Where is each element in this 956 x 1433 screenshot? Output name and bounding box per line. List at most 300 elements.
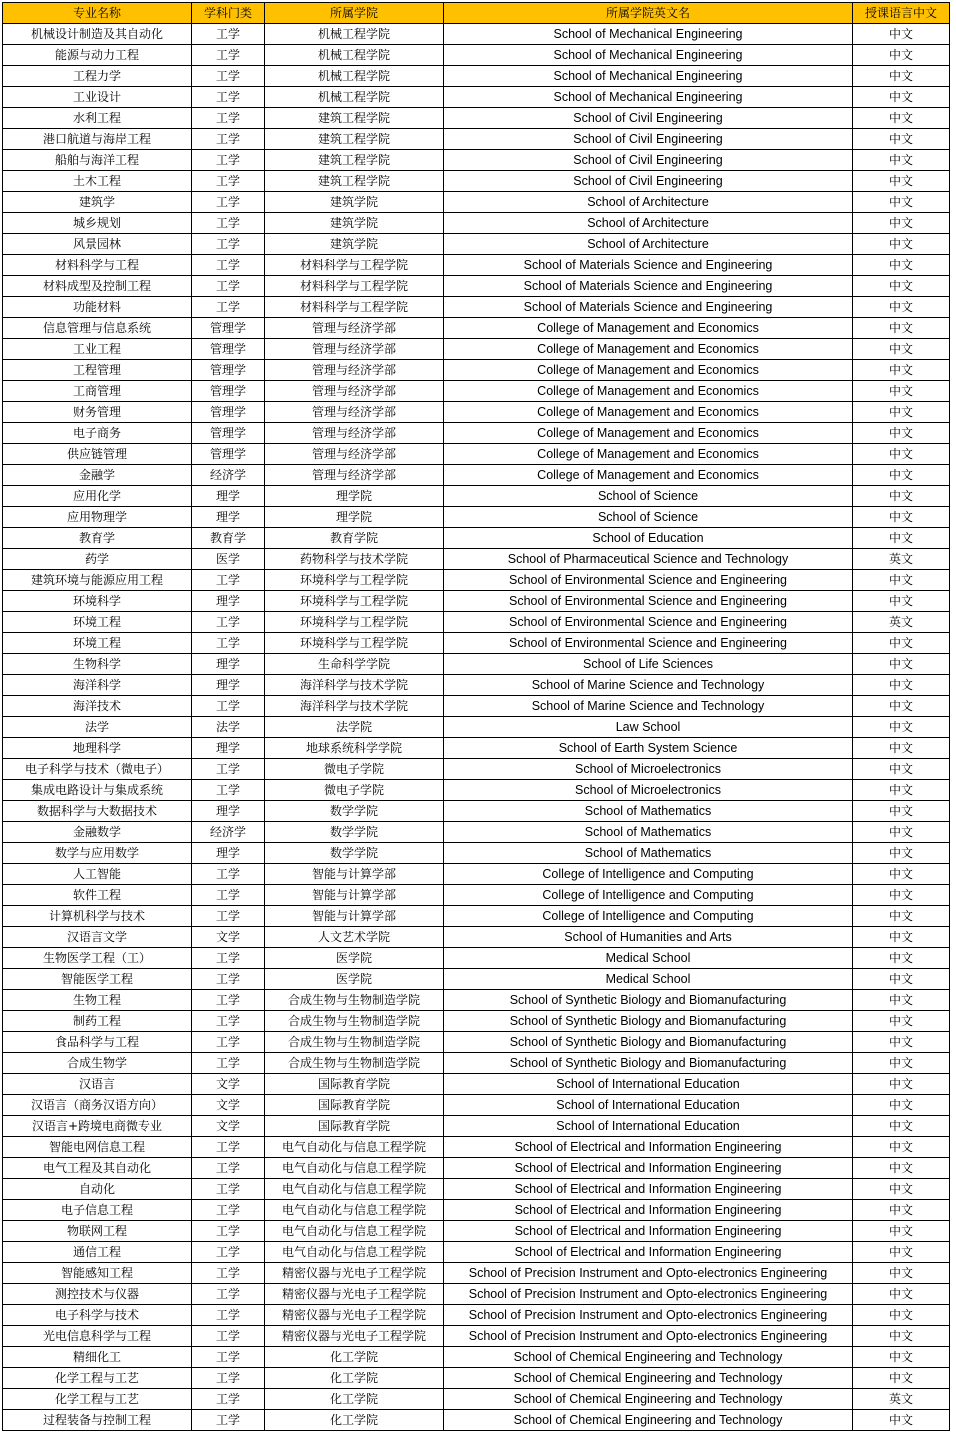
cell-school: 管理与经济学部 [265,318,444,339]
cell-language: 中文 [853,1326,950,1347]
cell-discipline: 医学 [192,549,265,570]
cell-school: 管理与经济学部 [265,339,444,360]
cell-school: 国际教育学院 [265,1116,444,1137]
table-row [3,1032,950,1053]
header-discipline: 学科门类 [192,3,265,24]
cell-school-english: School of Precision Instrument and Opto-electronics Engineering [444,1326,853,1347]
table-row [3,234,950,255]
cell-discipline: 管理学 [192,339,265,360]
cell-school: 建筑学院 [265,213,444,234]
table-row [3,129,950,150]
cell-school-english: School of Synthetic Biology and Biomanufacturing [444,1053,853,1074]
cell-language: 中文 [853,1074,950,1095]
cell-school-english: School of Marine Science and Technology [444,675,853,696]
cell-language: 中文 [853,948,950,969]
cell-school-english: College of Intelligence and Computing [444,906,853,927]
cell-discipline: 工学 [192,990,265,1011]
cell-language: 中文 [853,969,950,990]
cell-school: 管理与经济学部 [265,402,444,423]
table-row [3,738,950,759]
cell-school-english: School of Environmental Science and Engineering [444,612,853,633]
cell-school: 国际教育学院 [265,1074,444,1095]
header-row [3,3,950,24]
cell-school: 理学院 [265,507,444,528]
cell-discipline: 工学 [192,87,265,108]
cell-school-english: School of Pharmaceutical Science and Technology [444,549,853,570]
cell-language: 中文 [853,1242,950,1263]
cell-major-name: 城乡规划 [3,213,192,234]
cell-language: 中文 [853,1179,950,1200]
cell-language: 中文 [853,276,950,297]
cell-school-english: School of International Education [444,1116,853,1137]
cell-discipline: 理学 [192,738,265,759]
cell-school-english: Law School [444,717,853,738]
table-row [3,150,950,171]
cell-school: 电气自动化与信息工程学院 [265,1179,444,1200]
table-row [3,507,950,528]
cell-language: 中文 [853,339,950,360]
cell-school-english: College of Management and Economics [444,444,853,465]
cell-major-name: 机械设计制造及其自动化 [3,24,192,45]
table-body [3,24,950,1431]
table-row [3,633,950,654]
cell-major-name: 海洋科学 [3,675,192,696]
cell-discipline: 工学 [192,885,265,906]
table-row [3,1242,950,1263]
cell-language: 中文 [853,1347,950,1368]
cell-language: 中文 [853,318,950,339]
cell-school: 电气自动化与信息工程学院 [265,1137,444,1158]
table-row [3,45,950,66]
cell-school: 生命科学学院 [265,654,444,675]
cell-discipline: 管理学 [192,360,265,381]
table-row [3,696,950,717]
cell-school: 精密仪器与光电子工程学院 [265,1263,444,1284]
cell-school-english: School of International Education [444,1074,853,1095]
cell-discipline: 工学 [192,1242,265,1263]
table-row [3,612,950,633]
cell-school-english: Medical School [444,948,853,969]
cell-major-name: 集成电路设计与集成系统 [3,780,192,801]
cell-major-name: 过程装备与控制工程 [3,1410,192,1431]
cell-discipline: 理学 [192,801,265,822]
cell-school-english: College of Management and Economics [444,465,853,486]
cell-discipline: 工学 [192,213,265,234]
cell-school: 环境科学与工程学院 [265,570,444,591]
cell-school: 合成生物与生物制造学院 [265,1053,444,1074]
cell-school-english: School of Life Sciences [444,654,853,675]
table-row [3,1053,950,1074]
table-row [3,1158,950,1179]
cell-discipline: 工学 [192,1410,265,1431]
table-row [3,570,950,591]
cell-school-english: School of Chemical Engineering and Technology [444,1368,853,1389]
cell-school-english: Medical School [444,969,853,990]
table-row [3,1410,950,1431]
table-row [3,108,950,129]
cell-major-name: 材料科学与工程 [3,255,192,276]
table-row [3,381,950,402]
cell-school: 环境科学与工程学院 [265,633,444,654]
cell-discipline: 工学 [192,1032,265,1053]
cell-major-name: 工程管理 [3,360,192,381]
cell-discipline: 工学 [192,108,265,129]
table-row [3,1200,950,1221]
cell-language: 中文 [853,822,950,843]
cell-discipline: 工学 [192,192,265,213]
cell-language: 中文 [853,738,950,759]
cell-school: 化工学院 [265,1389,444,1410]
cell-language: 中文 [853,507,950,528]
cell-language: 中文 [853,780,950,801]
cell-school: 电气自动化与信息工程学院 [265,1242,444,1263]
cell-school-english: School of Civil Engineering [444,129,853,150]
table-row [3,1347,950,1368]
cell-major-name: 金融数学 [3,822,192,843]
cell-language: 中文 [853,1263,950,1284]
cell-major-name: 信息管理与信息系统 [3,318,192,339]
cell-discipline: 工学 [192,1200,265,1221]
table-row [3,402,950,423]
cell-school-english: School of Marine Science and Technology [444,696,853,717]
table-row [3,1263,950,1284]
cell-discipline: 工学 [192,1053,265,1074]
cell-school: 合成生物与生物制造学院 [265,1032,444,1053]
cell-discipline: 文学 [192,927,265,948]
cell-discipline: 工学 [192,45,265,66]
cell-school: 材料科学与工程学院 [265,255,444,276]
cell-major-name: 法学 [3,717,192,738]
cell-language: 中文 [853,402,950,423]
table-row [3,1368,950,1389]
cell-school-english: School of Synthetic Biology and Biomanufacturing [444,1011,853,1032]
cell-school-english: School of Science [444,507,853,528]
cell-major-name: 供应链管理 [3,444,192,465]
table-row [3,885,950,906]
cell-school-english: School of Materials Science and Engineering [444,255,853,276]
table-row [3,171,950,192]
table-row [3,465,950,486]
cell-major-name: 建筑环境与能源应用工程 [3,570,192,591]
cell-major-name: 智能电网信息工程 [3,1137,192,1158]
cell-discipline: 工学 [192,696,265,717]
cell-school-english: School of Mechanical Engineering [444,87,853,108]
table-row [3,87,950,108]
cell-language: 中文 [853,381,950,402]
table-row [3,423,950,444]
table-row [3,66,950,87]
cell-school-english: School of Civil Engineering [444,150,853,171]
cell-school: 国际教育学院 [265,1095,444,1116]
cell-school: 化工学院 [265,1347,444,1368]
cell-discipline: 文学 [192,1095,265,1116]
cell-discipline: 法学 [192,717,265,738]
table-row [3,1095,950,1116]
cell-language: 中文 [853,696,950,717]
cell-discipline: 工学 [192,906,265,927]
cell-major-name: 电子商务 [3,423,192,444]
cell-discipline: 工学 [192,1137,265,1158]
cell-school-english: School of Civil Engineering [444,171,853,192]
cell-school: 医学院 [265,948,444,969]
table-row [3,444,950,465]
cell-language: 中文 [853,444,950,465]
cell-major-name: 风景园林 [3,234,192,255]
cell-school: 建筑学院 [265,192,444,213]
cell-school-english: School of Science [444,486,853,507]
cell-school-english: School of Mechanical Engineering [444,66,853,87]
cell-school-english: School of Mathematics [444,801,853,822]
table-row [3,759,950,780]
cell-major-name: 环境科学 [3,591,192,612]
cell-school-english: School of Precision Instrument and Opto-electronics Engineering [444,1263,853,1284]
table-row [3,360,950,381]
table-row [3,675,950,696]
cell-school-english: School of Mathematics [444,822,853,843]
header-major-name: 专业名称 [3,3,192,24]
cell-discipline: 教育学 [192,528,265,549]
table-row [3,801,950,822]
cell-discipline: 工学 [192,66,265,87]
cell-school-english: College of Management and Economics [444,402,853,423]
cell-major-name: 财务管理 [3,402,192,423]
cell-major-name: 海洋技术 [3,696,192,717]
cell-language: 中文 [853,24,950,45]
cell-discipline: 工学 [192,1347,265,1368]
cell-school: 环境科学与工程学院 [265,612,444,633]
cell-school: 管理与经济学部 [265,360,444,381]
cell-discipline: 工学 [192,24,265,45]
cell-school: 合成生物与生物制造学院 [265,1011,444,1032]
cell-school: 环境科学与工程学院 [265,591,444,612]
cell-discipline: 工学 [192,171,265,192]
cell-school-english: School of Earth System Science [444,738,853,759]
cell-major-name: 人工智能 [3,864,192,885]
table-row [3,486,950,507]
cell-discipline: 工学 [192,633,265,654]
cell-major-name: 工业设计 [3,87,192,108]
cell-language: 中文 [853,360,950,381]
cell-language: 中文 [853,1137,950,1158]
cell-major-name: 自动化 [3,1179,192,1200]
table-row [3,192,950,213]
cell-discipline: 工学 [192,948,265,969]
majors-table [2,2,950,1431]
cell-discipline: 工学 [192,1326,265,1347]
cell-major-name: 生物医学工程（工） [3,948,192,969]
cell-discipline: 工学 [192,759,265,780]
cell-major-name: 工业工程 [3,339,192,360]
cell-major-name: 生物科学 [3,654,192,675]
cell-discipline: 管理学 [192,423,265,444]
cell-school: 药物科学与技术学院 [265,549,444,570]
cell-language: 中文 [853,591,950,612]
table-row [3,1389,950,1410]
cell-school-english: College of Management and Economics [444,423,853,444]
cell-school-english: School of Electrical and Information Engineering [444,1200,853,1221]
cell-major-name: 测控技术与仪器 [3,1284,192,1305]
cell-discipline: 工学 [192,1158,265,1179]
table-row [3,297,950,318]
cell-language: 中文 [853,108,950,129]
cell-school: 建筑学院 [265,234,444,255]
cell-school-english: College of Management and Economics [444,318,853,339]
cell-discipline: 管理学 [192,402,265,423]
cell-school-english: College of Intelligence and Computing [444,864,853,885]
cell-school: 精密仪器与光电子工程学院 [265,1305,444,1326]
cell-language: 中文 [853,465,950,486]
cell-school-english: School of Precision Instrument and Opto-electronics Engineering [444,1305,853,1326]
cell-major-name: 应用化学 [3,486,192,507]
cell-language: 中文 [853,255,950,276]
cell-school: 智能与计算学部 [265,885,444,906]
cell-school-english: School of Environmental Science and Engineering [444,633,853,654]
cell-school: 智能与计算学部 [265,906,444,927]
cell-school-english: School of Civil Engineering [444,108,853,129]
cell-major-name: 数学与应用数学 [3,843,192,864]
cell-language: 中文 [853,906,950,927]
cell-school: 电气自动化与信息工程学院 [265,1200,444,1221]
cell-school-english: School of Architecture [444,213,853,234]
cell-language: 中文 [853,1053,950,1074]
cell-discipline: 工学 [192,1221,265,1242]
cell-major-name: 食品科学与工程 [3,1032,192,1053]
cell-language: 中文 [853,570,950,591]
cell-language: 中文 [853,1011,950,1032]
cell-major-name: 软件工程 [3,885,192,906]
cell-school-english: School of Mechanical Engineering [444,24,853,45]
cell-language: 中文 [853,1284,950,1305]
table-row [3,339,950,360]
cell-discipline: 工学 [192,1305,265,1326]
cell-school-english: School of Chemical Engineering and Technology [444,1347,853,1368]
cell-school: 数学学院 [265,843,444,864]
table-row [3,717,950,738]
cell-language: 中文 [853,1032,950,1053]
table-row [3,1284,950,1305]
table-row [3,822,950,843]
cell-school: 管理与经济学部 [265,444,444,465]
cell-discipline: 理学 [192,486,265,507]
cell-major-name: 智能感知工程 [3,1263,192,1284]
cell-language: 中文 [853,528,950,549]
cell-major-name: 通信工程 [3,1242,192,1263]
cell-discipline: 工学 [192,150,265,171]
cell-major-name: 制药工程 [3,1011,192,1032]
cell-school: 电气自动化与信息工程学院 [265,1221,444,1242]
table-row [3,780,950,801]
cell-school: 合成生物与生物制造学院 [265,990,444,1011]
cell-school-english: School of Synthetic Biology and Biomanufacturing [444,1032,853,1053]
cell-major-name: 环境工程 [3,633,192,654]
cell-major-name: 建筑学 [3,192,192,213]
cell-major-name: 生物工程 [3,990,192,1011]
cell-language: 英文 [853,612,950,633]
cell-school-english: College of Management and Economics [444,381,853,402]
cell-school-english: School of International Education [444,1095,853,1116]
table-row [3,1116,950,1137]
cell-language: 中文 [853,192,950,213]
cell-school: 精密仪器与光电子工程学院 [265,1326,444,1347]
cell-school-english: School of Mechanical Engineering [444,45,853,66]
cell-language: 中文 [853,885,950,906]
cell-discipline: 管理学 [192,381,265,402]
cell-language: 中文 [853,1305,950,1326]
cell-language: 中文 [853,1095,950,1116]
cell-school: 建筑工程学院 [265,171,444,192]
cell-school: 法学院 [265,717,444,738]
cell-school: 微电子学院 [265,780,444,801]
cell-major-name: 土木工程 [3,171,192,192]
cell-language: 中文 [853,129,950,150]
cell-school: 海洋科学与技术学院 [265,696,444,717]
cell-school-english: School of Architecture [444,234,853,255]
cell-discipline: 工学 [192,129,265,150]
cell-major-name: 船舶与海洋工程 [3,150,192,171]
table-row [3,969,950,990]
cell-school: 电气自动化与信息工程学院 [265,1158,444,1179]
cell-major-name: 汉语言+跨境电商微专业 [3,1116,192,1137]
cell-language: 中文 [853,759,950,780]
cell-major-name: 化学工程与工艺 [3,1389,192,1410]
table-row [3,864,950,885]
cell-major-name: 工程力学 [3,66,192,87]
header-school-english: 所属学院英文名 [444,3,853,24]
cell-school: 建筑工程学院 [265,150,444,171]
cell-school: 教育学院 [265,528,444,549]
cell-school: 微电子学院 [265,759,444,780]
cell-discipline: 工学 [192,612,265,633]
cell-discipline: 工学 [192,1179,265,1200]
cell-school: 材料科学与工程学院 [265,276,444,297]
cell-discipline: 工学 [192,969,265,990]
cell-discipline: 文学 [192,1116,265,1137]
table-row [3,654,950,675]
table-row [3,213,950,234]
cell-major-name: 电子科学与技术（微电子） [3,759,192,780]
cell-school: 数学学院 [265,822,444,843]
cell-major-name: 药学 [3,549,192,570]
cell-discipline: 理学 [192,507,265,528]
table-row [3,1011,950,1032]
cell-major-name: 环境工程 [3,612,192,633]
cell-language: 中文 [853,234,950,255]
cell-school-english: School of Materials Science and Engineering [444,297,853,318]
cell-discipline: 工学 [192,1368,265,1389]
cell-school: 建筑工程学院 [265,129,444,150]
cell-language: 中文 [853,213,950,234]
table-row [3,927,950,948]
cell-school: 化工学院 [265,1410,444,1431]
cell-language: 英文 [853,1389,950,1410]
cell-school-english: School of Environmental Science and Engineering [444,591,853,612]
cell-language: 中文 [853,1368,950,1389]
cell-school: 地球系统科学学院 [265,738,444,759]
table-row [3,906,950,927]
cell-language: 中文 [853,150,950,171]
cell-language: 中文 [853,45,950,66]
cell-discipline: 工学 [192,297,265,318]
cell-school: 机械工程学院 [265,45,444,66]
cell-discipline: 工学 [192,234,265,255]
header-school: 所属学院 [265,3,444,24]
cell-discipline: 工学 [192,1284,265,1305]
cell-school: 智能与计算学部 [265,864,444,885]
cell-language: 中文 [853,66,950,87]
cell-major-name: 汉语言 [3,1074,192,1095]
cell-language: 英文 [853,549,950,570]
cell-school-english: School of Architecture [444,192,853,213]
